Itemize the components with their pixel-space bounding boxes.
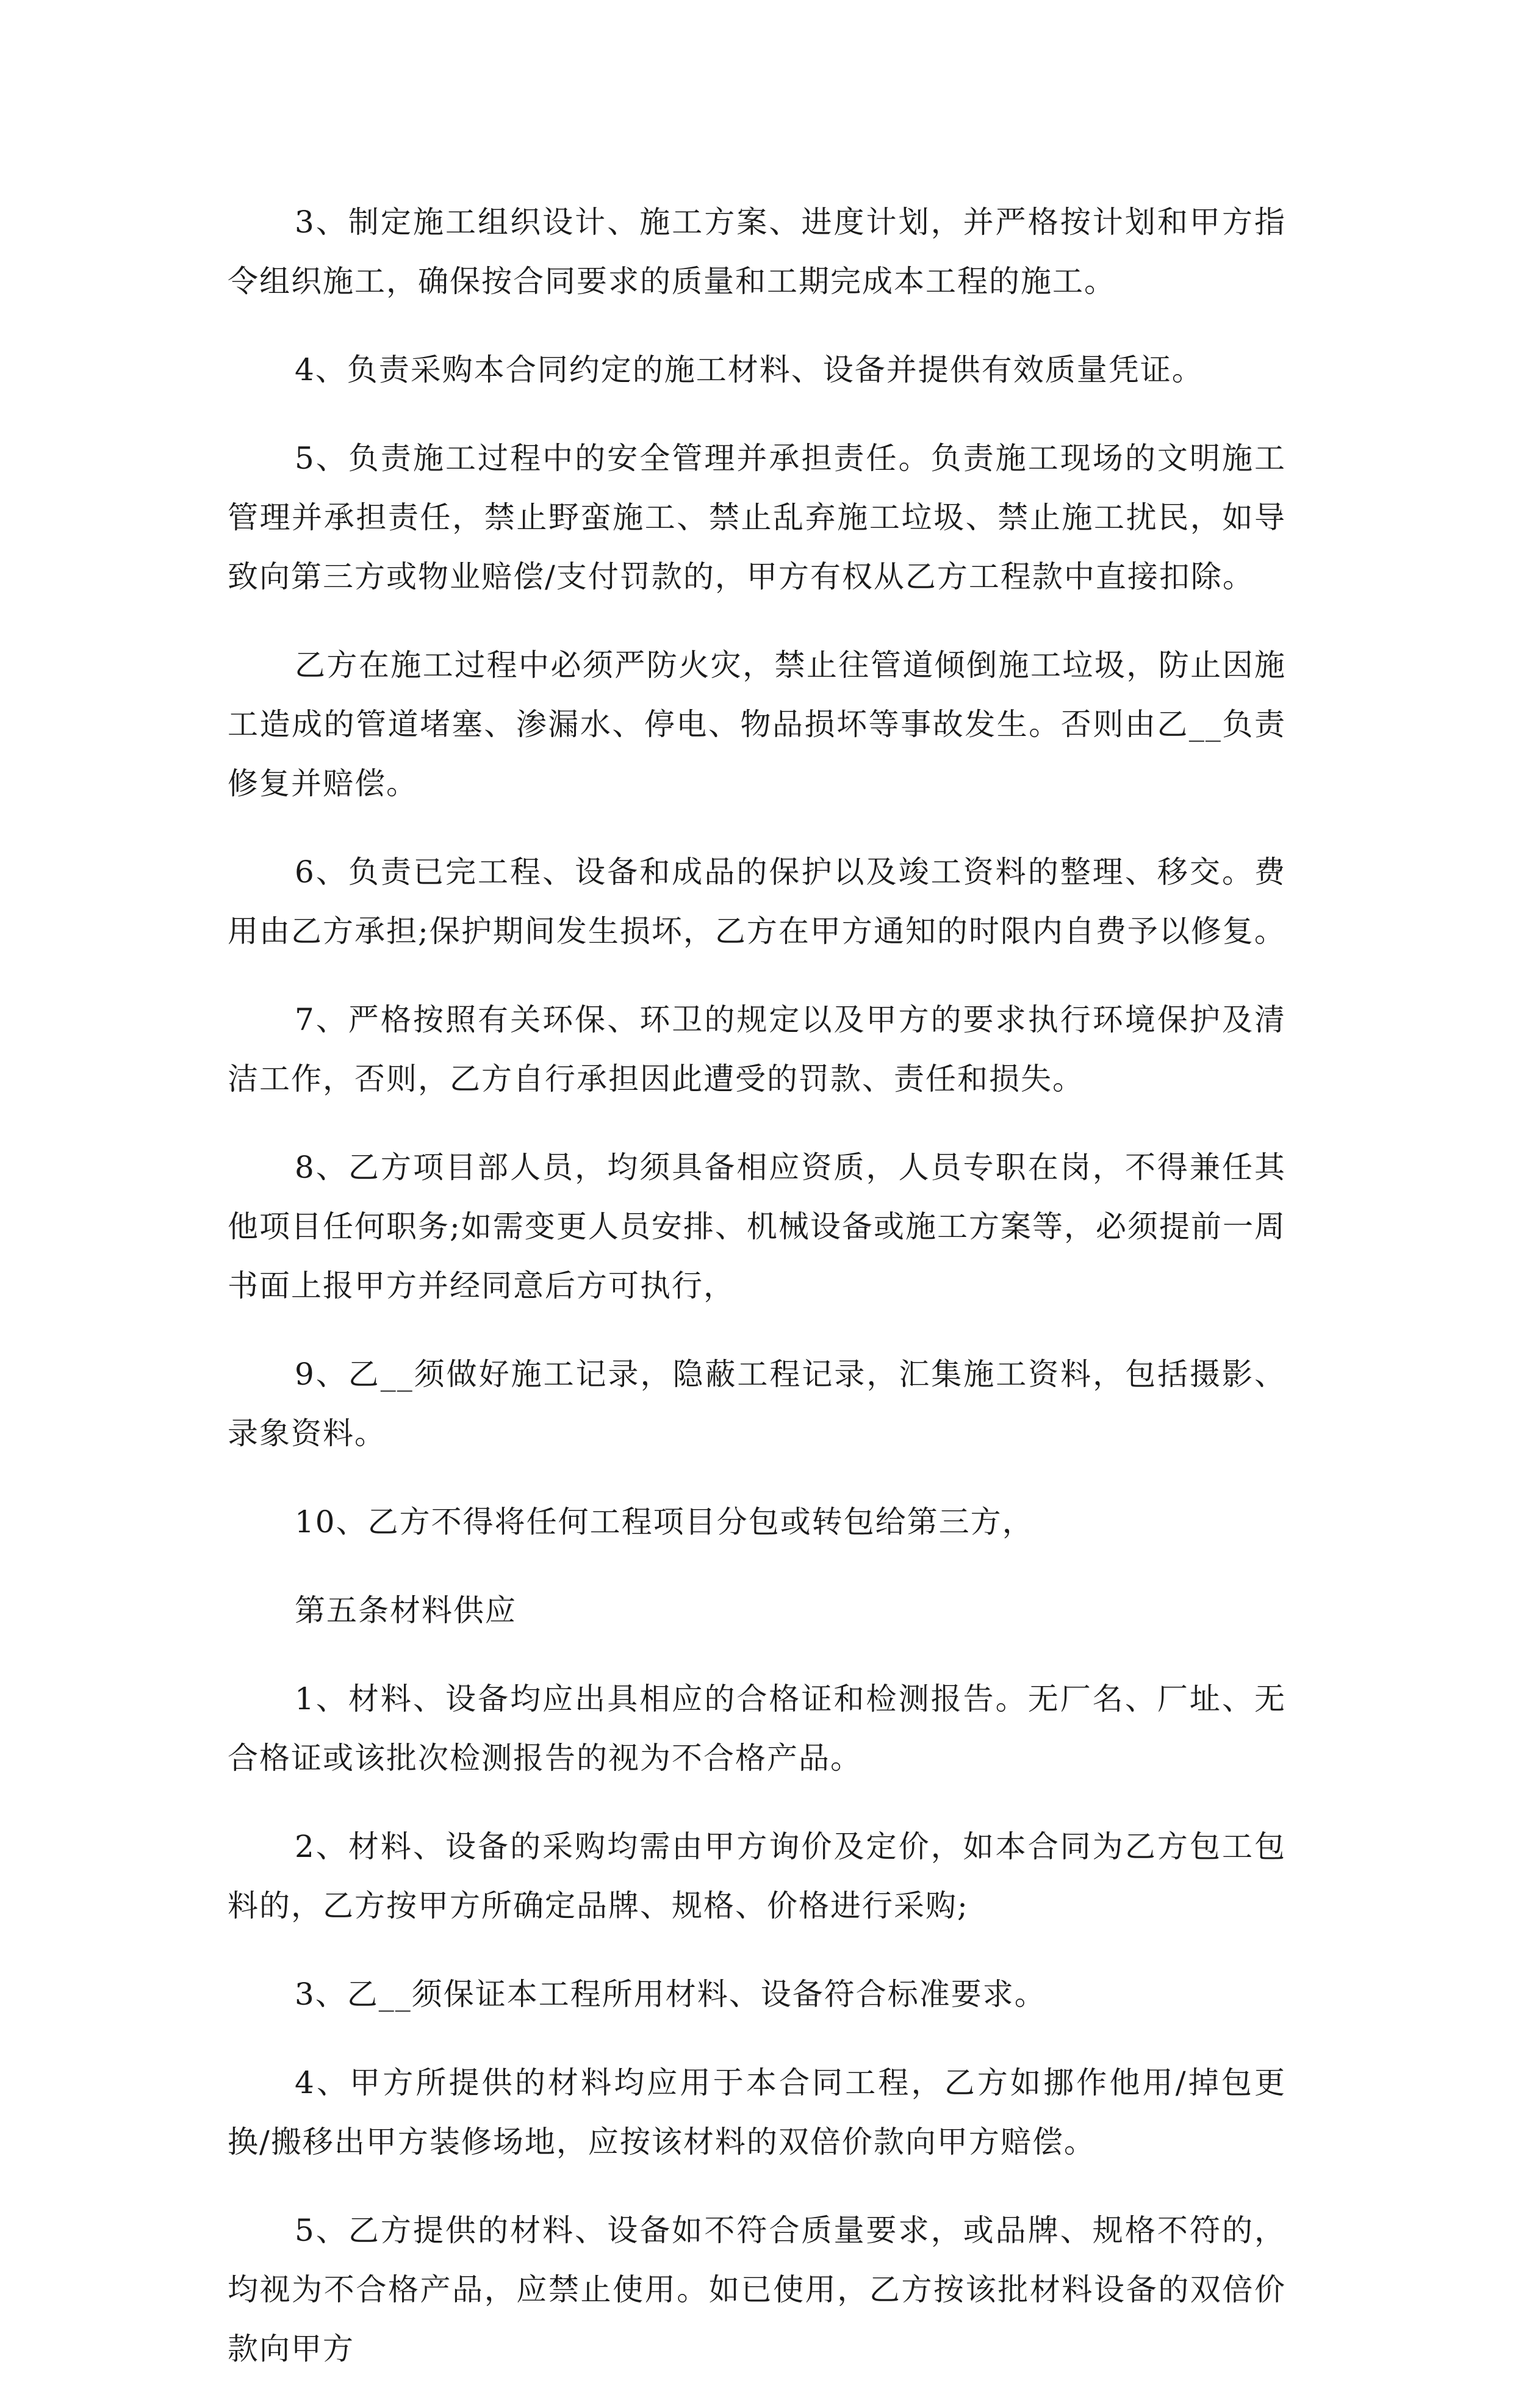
paragraph-clause-8: 8、乙方项目部人员，均须具备相应资质，人员专职在岗，不得兼任其他项目任何职务;如需变更人员安排、机械设备或施工方案等，必须提前一周书面上报甲方并经同意后方可执行， [228,1150,1286,1303]
section-heading-article-5: 第五条材料供应 [295,1593,517,1628]
paragraph-fire-prevention: 乙方在施工过程中必须严防火灾，禁止往管道倾倒施工垃圾，防止因施工造成的管道堵塞、渗漏水、停电、物品损坏等事故发生。否则由乙__负责修复并赔偿。 [228,647,1286,801]
paragraph-material-4: 4、甲方所提供的材料均应用于本合同工程，乙方如挪作他用/掉包更换/搬移出甲方装修场地，应按该材料的双倍价款向甲方赔偿。 [228,2065,1286,2160]
paragraph-clause-5: 5、负责施工过程中的安全管理并承担责任。负责施工现场的文明施工管理并承担责任，禁止野蛮施工、禁止乱弃施工垃圾、禁止施工扰民，如导致向第三方或物业赔偿/支付罚款的，甲方有权从乙方工程款中直接扣除。 [228,441,1286,594]
paragraph-material-3: 3、乙__须保证本工程所用材料、设备符合标准要求。 [295,1977,1046,2012]
paragraph-clause-6: 6、负责已完工程、设备和成品的保护以及竣工资料的整理、移交。费用由乙方承担;保护期间发生损坏，乙方在甲方通知的时限内自费予以修复。 [228,854,1286,949]
paragraph-clause-7: 7、严格按照有关环保、环卫的规定以及甲方的要求执行环境保护及清洁工作，否则，乙方自行承担因此遭受的罚款、责任和损失。 [228,1002,1286,1097]
paragraph-material-1: 1、材料、设备均应出具相应的合格证和检测报告。无厂名、厂址、无合格证或该批次检测报告的视为不合格产品。 [228,1681,1286,1776]
paragraph-clause-3: 3、制定施工组织设计、施工方案、进度计划，并严格按计划和甲方指令组织施工，确保按合同要求的质量和工期完成本工程的施工。 [228,204,1286,299]
paragraph-clause-4: 4、负责采购本合同约定的施工材料、设备并提供有效质量凭证。 [295,352,1204,388]
document-body [228,193,1286,2408]
paragraph-clause-9: 9、乙__须做好施工记录，隐蔽工程记录，汇集施工资料，包括摄影、录象资料。 [228,1357,1286,1451]
paragraph-material-5: 5、乙方提供的材料、设备如不符合质量要求，或品牌、规格不符的，均视为不合格产品，应禁止使用。如已使用，乙方按该批材料设备的双倍价款向甲方 [228,2213,1286,2367]
paragraph-material-2: 2、材料、设备的采购均需由甲方询价及定价，如本合同为乙方包工包料的，乙方按甲方所确定品牌、规格、价格进行采购; [228,1829,1286,1923]
paragraph-clause-10: 10、乙方不得将任何工程项目分包或转包给第三方， [295,1504,1034,1540]
